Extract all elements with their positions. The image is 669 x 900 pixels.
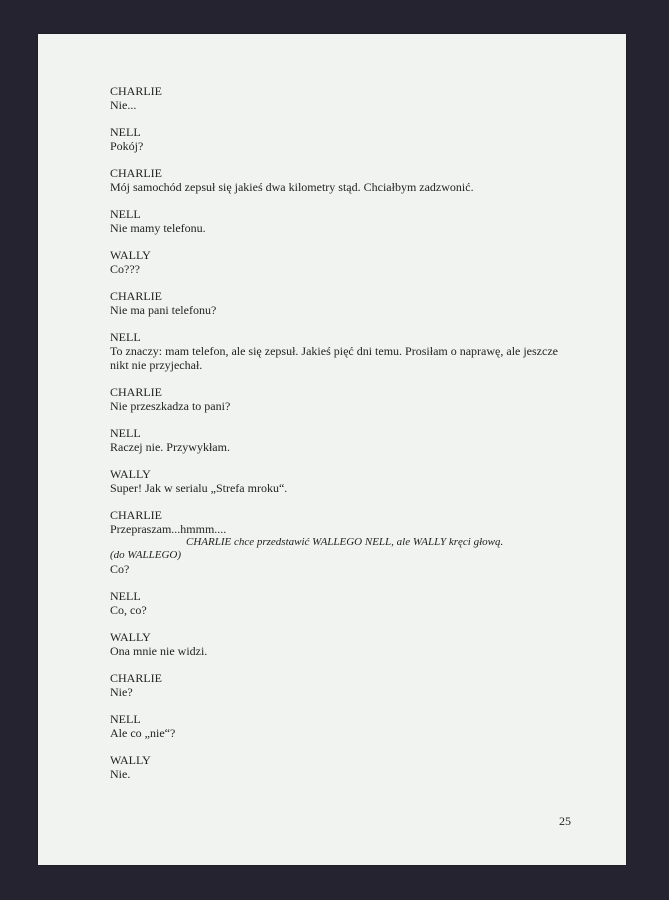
dialogue-block <box>110 753 610 781</box>
speaker-name: NELL <box>110 207 141 221</box>
dialogue-block <box>110 508 610 576</box>
dialogue-block <box>110 330 610 372</box>
dialogue-block <box>110 671 610 699</box>
dialogue-block <box>110 84 610 112</box>
dialogue-block <box>110 385 610 413</box>
speaker-name: WALLY <box>110 753 151 767</box>
script-body <box>110 84 610 794</box>
speaker-name: CHARLIE <box>110 385 162 399</box>
stage-direction: CHARLIE chce przedstawić WALLEGO NELL, ale WALLY kręci głową. <box>186 536 504 548</box>
dialogue-line: Co? <box>110 562 130 576</box>
dialogue-line: Przepraszam...hmmm.... <box>110 522 227 536</box>
dialogue-line: Mój samochód zepsuł się jakieś dwa kilometry stąd. Chciałbym zadzwonić. <box>110 180 474 194</box>
dialogue-line: Nie przeszkadza to pani? <box>110 399 231 413</box>
dialogue-line: Nie. <box>110 767 131 781</box>
dialogue-block <box>110 589 610 617</box>
dialogue-block <box>110 467 610 495</box>
dialogue-block <box>110 289 610 317</box>
dialogue-line: Nie mamy telefonu. <box>110 221 206 235</box>
dialogue-block <box>110 207 610 235</box>
dialogue-line: Co, co? <box>110 603 147 617</box>
dialogue-line: Nie... <box>110 98 137 112</box>
dialogue-line: Super! Jak w serialu „Strefa mroku“. <box>110 481 288 495</box>
speaker-name: WALLY <box>110 248 151 262</box>
dialogue-block <box>110 426 610 454</box>
script-page <box>38 34 626 865</box>
dialogue-block <box>110 248 610 276</box>
dialogue-line: Pokój? <box>110 139 144 153</box>
speaker-name: CHARLIE <box>110 289 162 303</box>
dialogue-block <box>110 166 610 194</box>
speaker-name: WALLY <box>110 467 151 481</box>
dialogue-line: To znaczy: mam telefon, ale się zepsuł. Jakieś pięć dni temu. Prosiłam o naprawę, ale jeszcze <box>110 344 558 358</box>
speaker-name: CHARLIE <box>110 508 162 522</box>
speaker-name: CHARLIE <box>110 166 162 180</box>
dialogue-line: Ona mnie nie widzi. <box>110 644 208 658</box>
speaker-name: NELL <box>110 330 141 344</box>
dialogue-block <box>110 630 610 658</box>
dialogue-line: Ale co „nie“? <box>110 726 176 740</box>
dialogue-line: nikt nie przyjechał. <box>110 358 203 372</box>
dialogue-block <box>110 712 610 740</box>
page-number: 25 <box>559 814 571 828</box>
speaker-name: CHARLIE <box>110 84 162 98</box>
speaker-name: CHARLIE <box>110 671 162 685</box>
speaker-name: WALLY <box>110 630 151 644</box>
dialogue-line: Raczej nie. Przywykłam. <box>110 440 230 454</box>
dialogue-line: Nie? <box>110 685 133 699</box>
parenthetical: (do WALLEGO) <box>110 549 182 561</box>
dialogue-line: Co??? <box>110 262 140 276</box>
speaker-name: NELL <box>110 125 141 139</box>
speaker-name: NELL <box>110 426 141 440</box>
speaker-name: NELL <box>110 589 141 603</box>
dialogue-block <box>110 125 610 153</box>
dialogue-line: Nie ma pani telefonu? <box>110 303 217 317</box>
speaker-name: NELL <box>110 712 141 726</box>
